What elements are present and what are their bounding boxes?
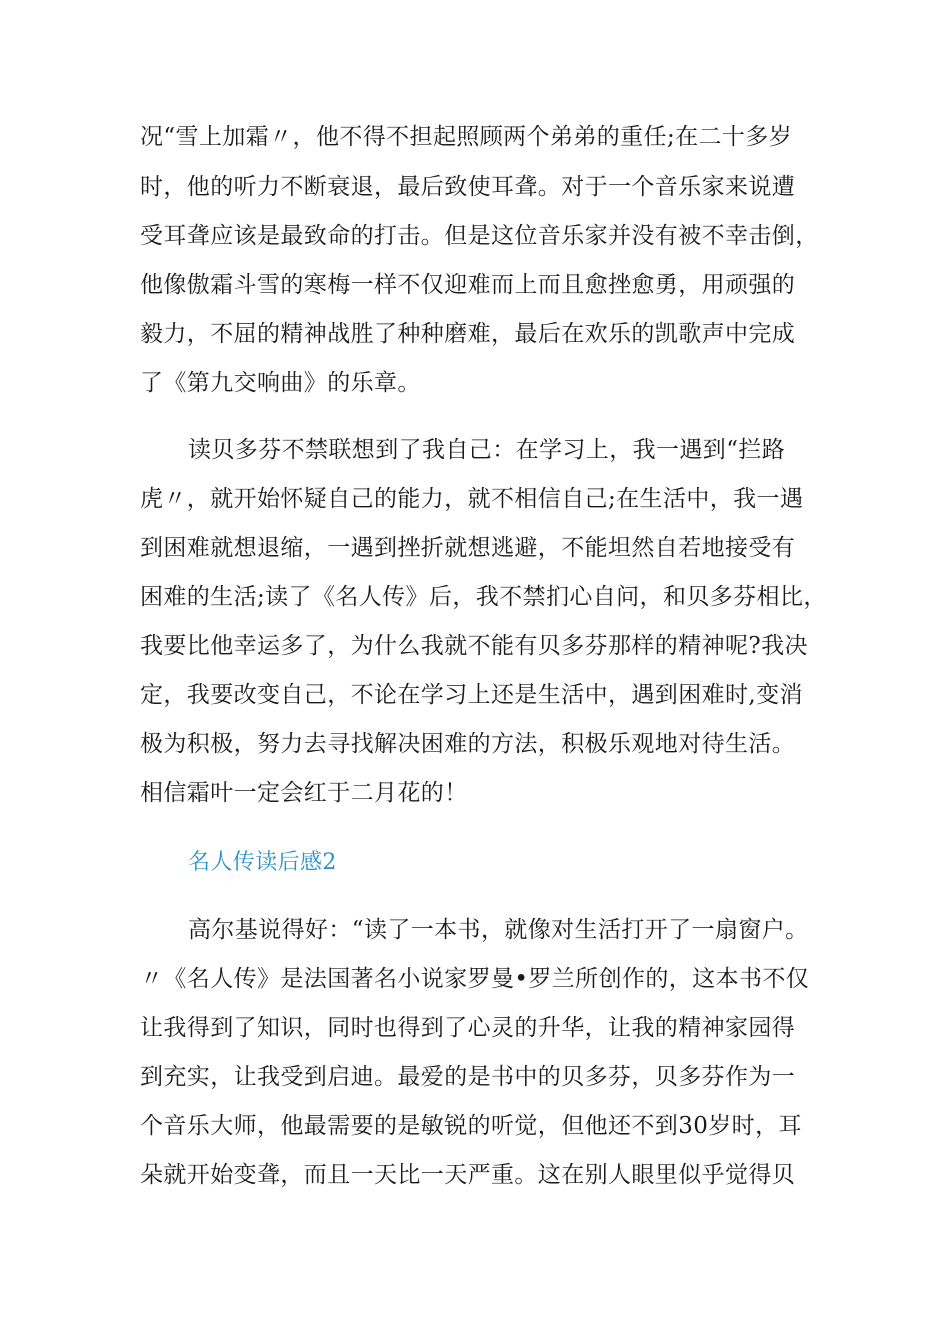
- paragraph-3-line-6: 朵就开始变聋，而且一天比一天严重。这在别人眼里似乎觉得贝: [140, 1162, 796, 1188]
- paragraph-1-line-3: 受耳聋应该是最致命的打击。但是这位音乐家并没有被不幸击倒，: [140, 223, 819, 249]
- paragraph-2-line-2: 虎〃，就开始怀疑自己的能力，就不相信自己;在生活中，我一遇: [140, 486, 804, 512]
- paragraph-2-line-5: 我要比他幸运多了，为什么我就不能有贝多芬那样的精神呢?我决: [140, 633, 808, 659]
- paragraph-1-line-4: 他像傲霜斗雪的寒梅一样不仅迎难而上而且愈挫愈勇，用顽强的: [140, 272, 796, 298]
- paragraph-3-line-1: 高尔基说得好：“读了一本书，就像对生活打开了一扇窗户。: [188, 917, 809, 943]
- paragraph-1-line-6: 了《第九交响曲》的乐章。: [140, 370, 421, 396]
- paragraph-2-line-4: 困难的生活;读了《名人传》后，我不禁扪心自问，和贝多芬相比，: [140, 584, 827, 610]
- paragraph-1-line-2: 时，他的听力不断衰退，最后致使耳聋。对于一个音乐家来说遭: [140, 174, 796, 200]
- paragraph-3-line-4: 到充实，让我受到启迪。最爱的是书中的贝多芬，贝多芬作为一: [140, 1064, 796, 1090]
- paragraph-2-line-1: 读贝多芬不禁联想到了我自己：在学习上，我一遇到“拦路: [188, 437, 786, 463]
- paragraph-3-line-2: 〃《名人传》是法国著名小说家罗曼•罗兰所创作的，这本书不仅: [140, 966, 810, 992]
- paragraph-1-line-5: 毅力，不屈的精神战胜了种种磨难，最后在欢乐的凯歌声中完成: [140, 321, 796, 347]
- section-heading: 名人传读后感2: [188, 850, 337, 875]
- paragraph-2-line-3: 到困难就想退缩，一遇到挫折就想逃避，不能坦然自若地接受有: [140, 535, 796, 561]
- paragraph-3-line-3: 让我得到了知识，同时也得到了心灵的升华，让我的精神家园得: [140, 1015, 796, 1041]
- paragraph-3-line-5: 个音乐大师，他最需要的是敏锐的听觉，但他还不到30岁时，耳: [140, 1113, 802, 1139]
- paragraph-2-line-7: 极为积极，努力去寻找解决困难的方法，积极乐观地对待生活。: [140, 731, 796, 757]
- paragraph-2-line-8: 相信霜叶一定会红于二月花的！: [140, 780, 468, 806]
- paragraph-2-line-6: 定，我要改变自己，不论在学习上还是生活中，遇到困难时,变消: [140, 682, 803, 708]
- paragraph-1-line-1: 况“雪上加霜〃，他不得不担起照顾两个弟弟的重任;在二十多岁: [140, 124, 793, 150]
